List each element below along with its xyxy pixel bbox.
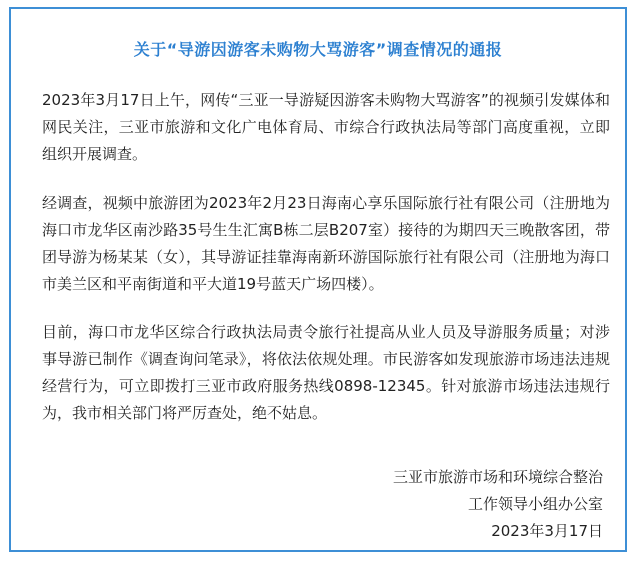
paragraph-handling: 目前，海口市龙华区综合行政执法局责令旅行社提高从业人员及导游服务质量；对涉事导游已制作《调查询问笔录》，将依法依规处理。市民游客如发现旅游市场违法违规经营行为，可立即拨打三亚市政府服务热线0898-12345。针对旅游市场违法违规行为，我市相关部门将严厉查处，绝不姑息。 xyxy=(42,323,610,422)
signature-org-line2: 工作领导小组办公室 xyxy=(467,495,603,513)
signature-org-line1: 三亚市旅游市场和环境综合整治 xyxy=(392,468,603,486)
notice-frame xyxy=(9,7,627,552)
signature-date: 2023年3月17日 xyxy=(491,522,603,540)
paragraph-incident: 2023年3月17日上午，网传“三亚一导游疑因游客未购物大骂游客”的视频引发媒体和网民关注，三亚市旅游和文化广电体育局、市综合行政执法局等部门高度重视，立即组织开展调查。 xyxy=(42,91,610,163)
notice-title: 关于“导游因游客未购物大骂游客”调查情况的通报 xyxy=(133,40,503,59)
paragraph-investigation: 经调查，视频中旅游团为2023年2月23日海南心享乐国际旅行社有限公司（注册地为海口市龙华区南沙路35号生生汇寓B栋二层B207室）接待的为期四天三晚散客团，带团导游为杨某某（女），其导游证挂靠海南新环游国际旅行社有限公司（注册地为海口市美兰区和平南街道和平大道19号蓝天广场四楼）。 xyxy=(42,194,610,293)
